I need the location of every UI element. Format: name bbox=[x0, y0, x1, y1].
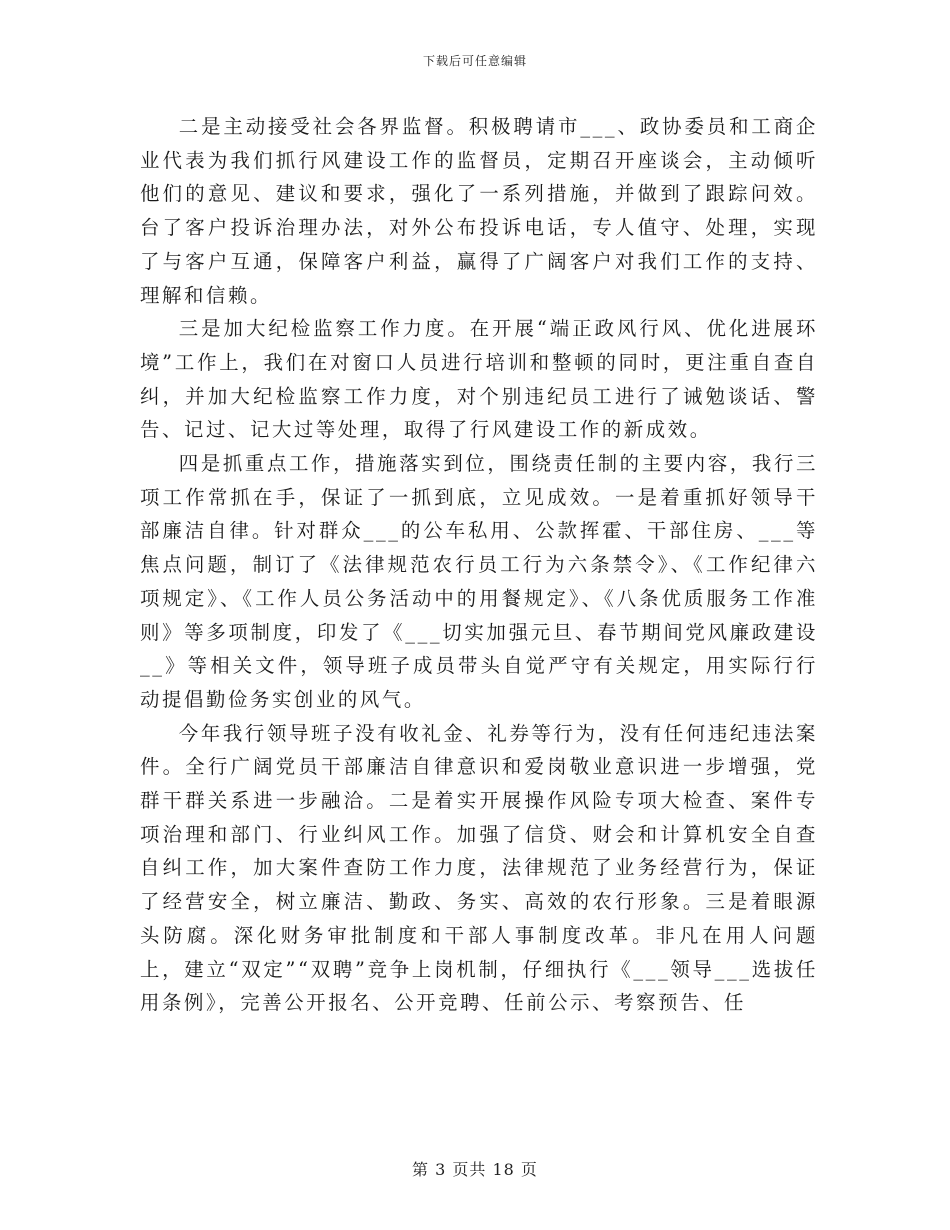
paragraph-discipline-inspection: 三是加大纪检监察工作力度。在开展“端正政风行风、优化进展环境”工作上，我们在对窗口人员进行培训和整顿的同时，更注重自查自纠，并加大纪检监察工作力度，对个别违纪员工进行了诫勉谈话、警告、记过、记大过等处理，取得了行风建设工作的新成效。 bbox=[140, 317, 818, 442]
paragraph-supervision: 二是主动接受社会各界监督。积极聘请市___、政协委员和工商企业代表为我们抓行风建设工作的监督员，定期召开座谈会，主动倾听他们的意见、建议和要求，强化了一系列措施，并做到了跟踪问效。台了客户投诉治理办法，对外公布投诉电话，专人值守、处理，实现了与客户互通，保障客户利益，赢得了广阔客户对我们工作的支持、理解和信赖。 bbox=[140, 115, 818, 307]
document-body bbox=[140, 110, 818, 1020]
page-number-footer: 第 3 页共 18 页 bbox=[412, 1160, 538, 1179]
page-header-note: 下载后可任意编辑 bbox=[422, 54, 527, 68]
paragraph-key-work: 四是抓重点工作，措施落实到位，围绕责任制的主要内容，我行三项工作常抓在手，保证了一抓到底，立见成效。一是着重抓好领导干部廉洁自律。针对群众___的公车私用、公款挥霍、干部住房、___等焦点问题，制订了《法律规范农行员工行为六条禁令》、《工作纪律六项规定》、《工作人员公务活动中的用餐规定》、《八条优质服务工作准则》等多项制度，印发了《___切实加强元旦、春节期间党风廉政建设__》等相关文件，领导班子成员带头自觉严守有关规定，用实际行行动提倡勤俭务实创业的风气。 bbox=[140, 452, 818, 711]
paragraph-leadership-integrity: 今年我行领导班子没有收礼金、礼券等行为，没有任何违纪违法案件。全行广阔党员干部廉洁自律意识和爱岗敬业意识进一步增强，党群干群关系进一步融洽。二是着实开展操作风险专项大检查、案件专项治理和部门、行业纠风工作。加强了信贷、财会和计算机安全自查自纠工作，加大案件查防工作力度，法律规范了业务经营行为，保证了经营安全，树立廉洁、勤政、务实、高效的农行形象。三是着眼源头防腐。深化财务审批制度和干部人事制度改革。非凡在用人问题上，建立“双定”“双聘”竞争上岗机制，仔细执行《___领导___选拔任用条例》，完善公开报名、公开竞聘、任前公示、考察预告、任 bbox=[140, 721, 818, 1015]
